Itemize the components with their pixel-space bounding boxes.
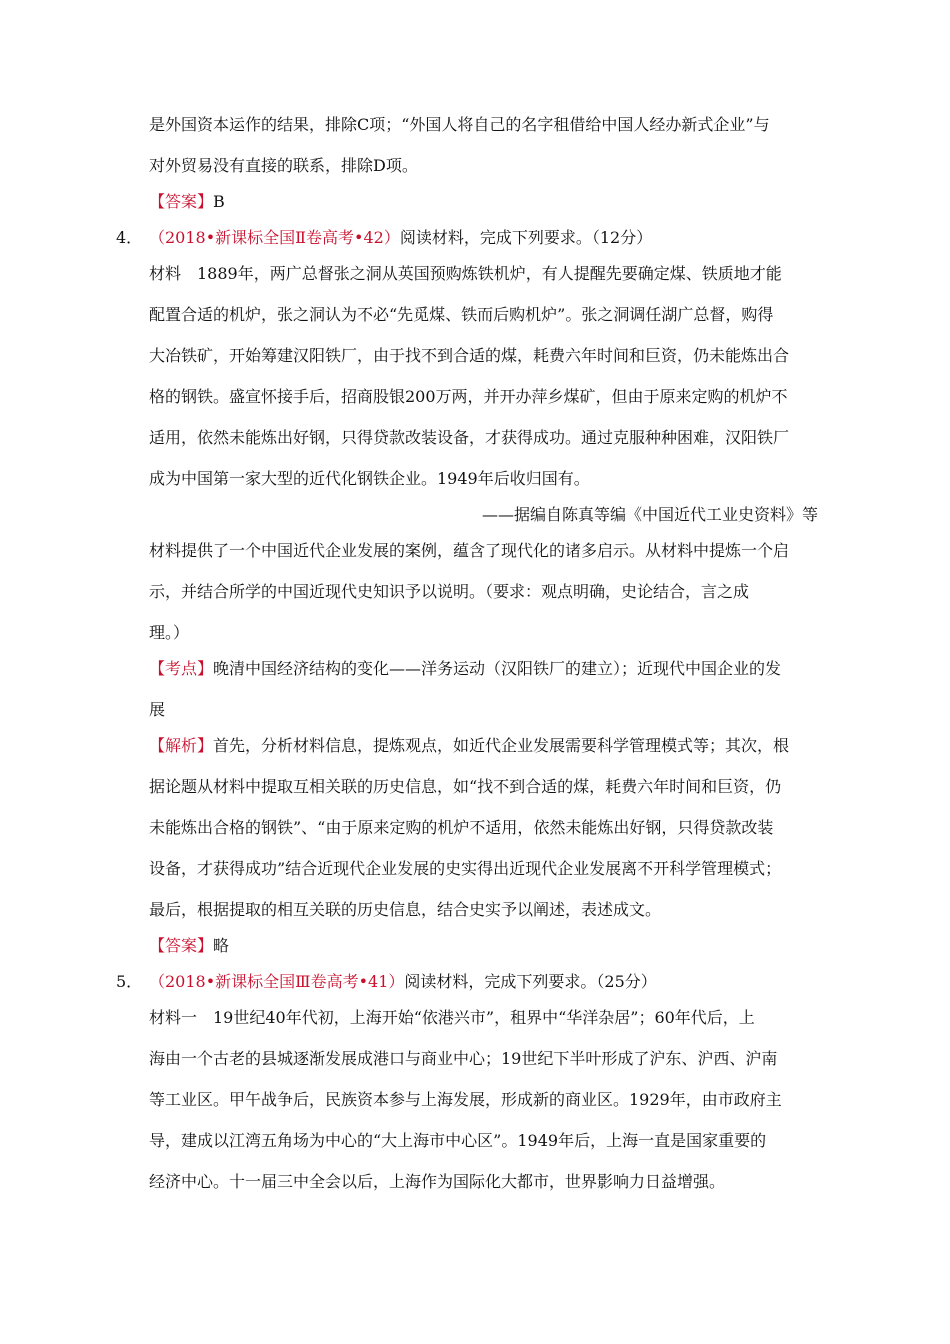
answer-line xyxy=(149,190,225,214)
jiexi-text: 未能炼出合格的钢铁”、“由于原来定购的机炉不适用，依然未能炼出好钢，只得贷款改装 xyxy=(149,818,774,837)
kaodian-tag: 【考点】 xyxy=(149,659,214,678)
question-number: 4． xyxy=(116,228,143,247)
question-text: 示，并结合所学的中国近现代史知识予以说明。（要求：观点明确，史论结合，言之成 xyxy=(149,582,750,601)
material-citation: ——据编自陈真等编《中国近代工业史资料》等 xyxy=(481,505,818,524)
answer-line xyxy=(149,934,229,958)
question-header xyxy=(149,970,657,994)
jiexi-line xyxy=(149,734,789,758)
answer-tag: 【答案】 xyxy=(149,192,214,211)
material-line: 格的钢铁。盛宣怀接手后，招商股银200万两，并开办萍乡煤矿，但由于原来定购的机炉不 xyxy=(149,387,788,406)
material-line: 大冶铁矿，开始筹建汉阳铁厂，由于找不到合适的煤，耗费六年时间和巨资，仍未能炼出合 xyxy=(149,346,790,365)
answer-tag: 【答案】 xyxy=(149,936,214,955)
question-prompt: 阅读材料，完成下列要求。（25分） xyxy=(404,972,657,991)
material-line: 经济中心。十一届三中全会以后，上海作为国际化大都市，世界影响力日益增强。 xyxy=(149,1172,726,1191)
question-source: （2018•新课标全国Ⅱ卷高考•42） xyxy=(149,228,400,247)
material-line: 材料一 19世纪40年代初，上海开始“依港兴市”，租界中“华洋杂居”；60年代后，上 xyxy=(149,1008,755,1027)
jiexi-text: 据论题从材料中提取互相关联的历史信息，如“找不到合适的煤，耗费六年时间和巨资，仍 xyxy=(149,777,782,796)
jiexi-tag: 【解析】 xyxy=(149,736,214,755)
question-text: 理。） xyxy=(149,623,190,642)
material-line: 导，建成以江湾五角场为中心的“大上海市中心区”。1949年后，上海一直是国家重要的 xyxy=(149,1131,767,1150)
question-text: 材料提供了一个中国近代企业发展的案例，蕴含了现代化的诸多启示。从材料中提炼一个启 xyxy=(149,541,790,560)
material-line: 配置合适的机炉，张之洞认为不必“先觅煤、铁而后购机炉”。张之洞调任湖广总督，购得 xyxy=(149,305,774,324)
jiexi-text: 最后，根据提取的相互关联的历史信息，结合史实予以阐述，表述成文。 xyxy=(149,900,662,919)
kaodian-text: 晚清中国经济结构的变化——洋务运动（汉阳铁厂的建立）；近现代中国企业的发 xyxy=(213,659,782,678)
material-line: 适用，依然未能炼出好钢，只得贷款改装设备，才获得成功。通过克服种种困难，汉阳铁厂 xyxy=(149,428,790,447)
analysis-text: 是外国资本运作的结果，排除C项；“外国人将自己的名字租借给中国人经办新式企业”与 xyxy=(149,115,770,134)
answer-value: B xyxy=(213,192,225,211)
question-source: （2018•新课标全国Ⅲ卷高考•41） xyxy=(149,972,405,991)
question-header xyxy=(149,226,652,250)
jiexi-text: 首先，分析材料信息，提炼观点，如近代企业发展需要科学管理模式等；其次，根 xyxy=(213,736,790,755)
material-line: 材料 1889年，两广总督张之洞从英国预购炼铁机炉，有人提醒先要确定煤、铁质地才能 xyxy=(149,264,782,283)
material-line: 海由一个古老的县城逐渐发展成港口与商业中心；19世纪下半叶形成了沪东、沪西、沪南 xyxy=(149,1049,778,1068)
kaodian-text: 展 xyxy=(149,700,166,719)
question-prompt: 阅读材料，完成下列要求。（12分） xyxy=(399,228,653,247)
material-line: 等工业区。甲午战争后，民族资本参与上海发展，形成新的商业区。1929年，由市政府主 xyxy=(149,1090,782,1109)
answer-value: 略 xyxy=(213,936,230,955)
kaodian-line xyxy=(149,657,781,681)
material-line: 成为中国第一家大型的近代化钢铁企业。1949年后收归国有。 xyxy=(149,469,590,488)
question-number: 5． xyxy=(116,972,143,991)
analysis-text: 对外贸易没有直接的联系，排除D项。 xyxy=(149,156,418,175)
jiexi-text: 设备，才获得成功”结合近现代企业发展的史实得出近现代企业发展离不开科学管理模式； xyxy=(149,859,782,878)
